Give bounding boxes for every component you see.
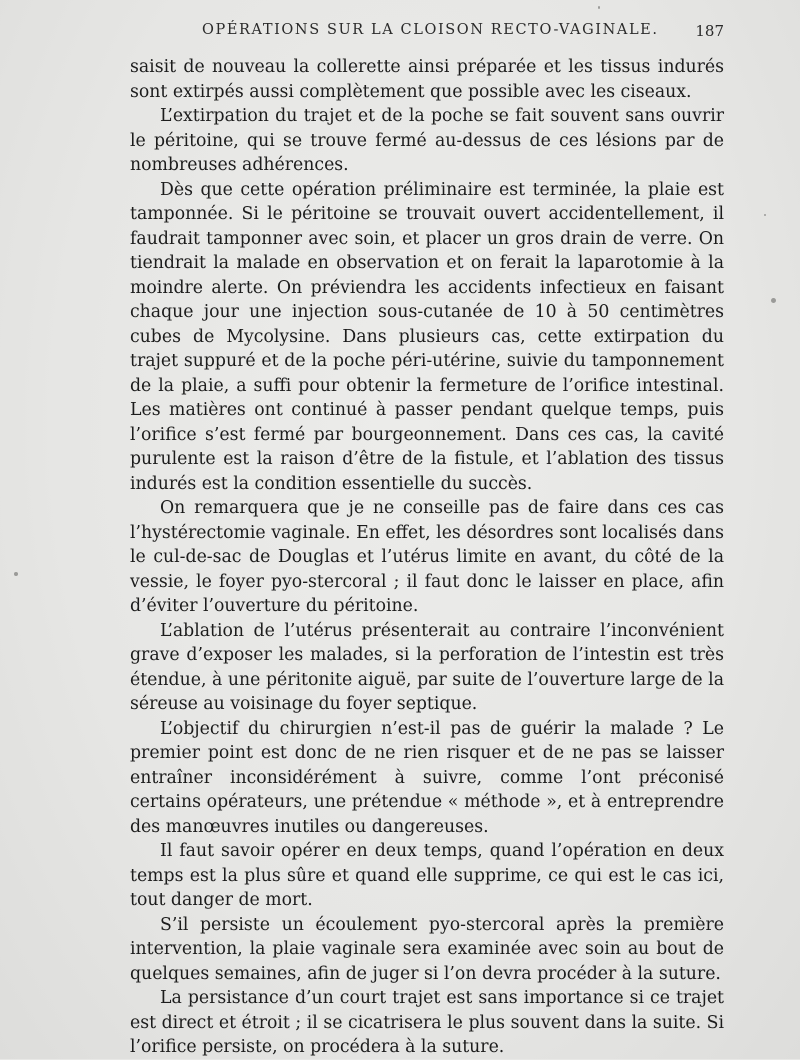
running-title: OPÉRATIONS SUR LA CLOISON RECTO-VAGINALE. <box>202 22 659 38</box>
paper-speck <box>14 572 18 576</box>
paragraph: La persistance d’un court trajet est sans importance si ce trajet est direct et étroit ; il se cicatrisera le plus souvent dans la suite. Si l’orifice persiste, on procédera à la suture. <box>130 988 724 1057</box>
paper-speck <box>764 214 766 216</box>
paragraph: L’objectif du chirurgien n’est-il pas de guérir la malade ? Le premier point est donc de ne rien risquer et de ne pas se laisser entraîner inconsidérément à suivre, comme l’ont préconisé certains opérateurs, une prétendue « méthode », et à entreprendre des manœuvres inutiles ou dangereuses. <box>130 718 724 837</box>
paper-speck <box>598 6 600 9</box>
paper-speck <box>771 298 776 303</box>
page-number: 187 <box>695 22 724 40</box>
body-text <box>130 55 724 1060</box>
paragraph: Il faut savoir opérer en deux temps, quand l’opération en deux temps est la plus sûre et quand elle supprime, ce qui est le cas ici, tout danger de mort. <box>130 841 724 910</box>
paragraph-continued: saisit de nouveau la collerette ainsi préparée et les tissus indurés sont extirpés aussi complètement que possible avec les ciseaux. <box>130 57 724 102</box>
paragraph: S’il persiste un écoulement pyo-stercoral après la première intervention, la plaie vaginale sera examinée avec soin au bout de quelques semaines, afin de juger si l’on devra procéder à la suture. <box>130 914 724 984</box>
paragraph: L’ablation de l’utérus présenterait au contraire l’inconvénient grave d’exposer les malades, si la perforation de l’intestin est très étendue, à une péritonite aiguë, par suite de l’ouverture large de la séreuse au voisinage du foyer septique. <box>130 620 724 714</box>
page-header <box>130 18 724 44</box>
paragraph: Dès que cette opération préliminaire est terminée, la plaie est tamponnée. Si le péritoine se trouvait ouvert accidentellement, il faudrait tamponner avec soin, et placer un gros drain de verre. On tiendrait la malade en observation et on ferait la laparotomie à la moindre alerte. On préviendra les accidents infectieux en faisant chaque jour une injection sous-cutanée de 10 à 50 centimètres cubes de Mycolysine. Dans plusieurs cas, cette extirpation du trajet suppuré et de la poche péri-utérine, suivie du tamponnement de la plaie, a suffi pour obtenir la fermeture de l’orifice intestinal. Les matières ont continué à passer pendant quelque temps, puis l’orifice s’est fermé par bourgeonnement. Dans ces cas, la cavité purulente est la raison d’être de la fistule, et l’ablation des tissus indurés est la condition essentielle du succès. <box>130 179 724 494</box>
paragraph: L’extirpation du trajet et de la poche se fait souvent sans ouvrir le péritoine, qui se trouve fermé au-dessus de ces lésions par de nombreuses adhérences. <box>130 106 724 175</box>
paragraph: On remarquera que je ne conseille pas de faire dans ces cas l’hystérectomie vaginale. En effet, les désordres sont localisés dans le cul-de-sac de Douglas et l’utérus limite en avant, du côté de la vessie, le foyer pyo-stercoral ; il faut donc le laisser en place, afin d’éviter l’ouverture du péritoine. <box>130 498 724 616</box>
